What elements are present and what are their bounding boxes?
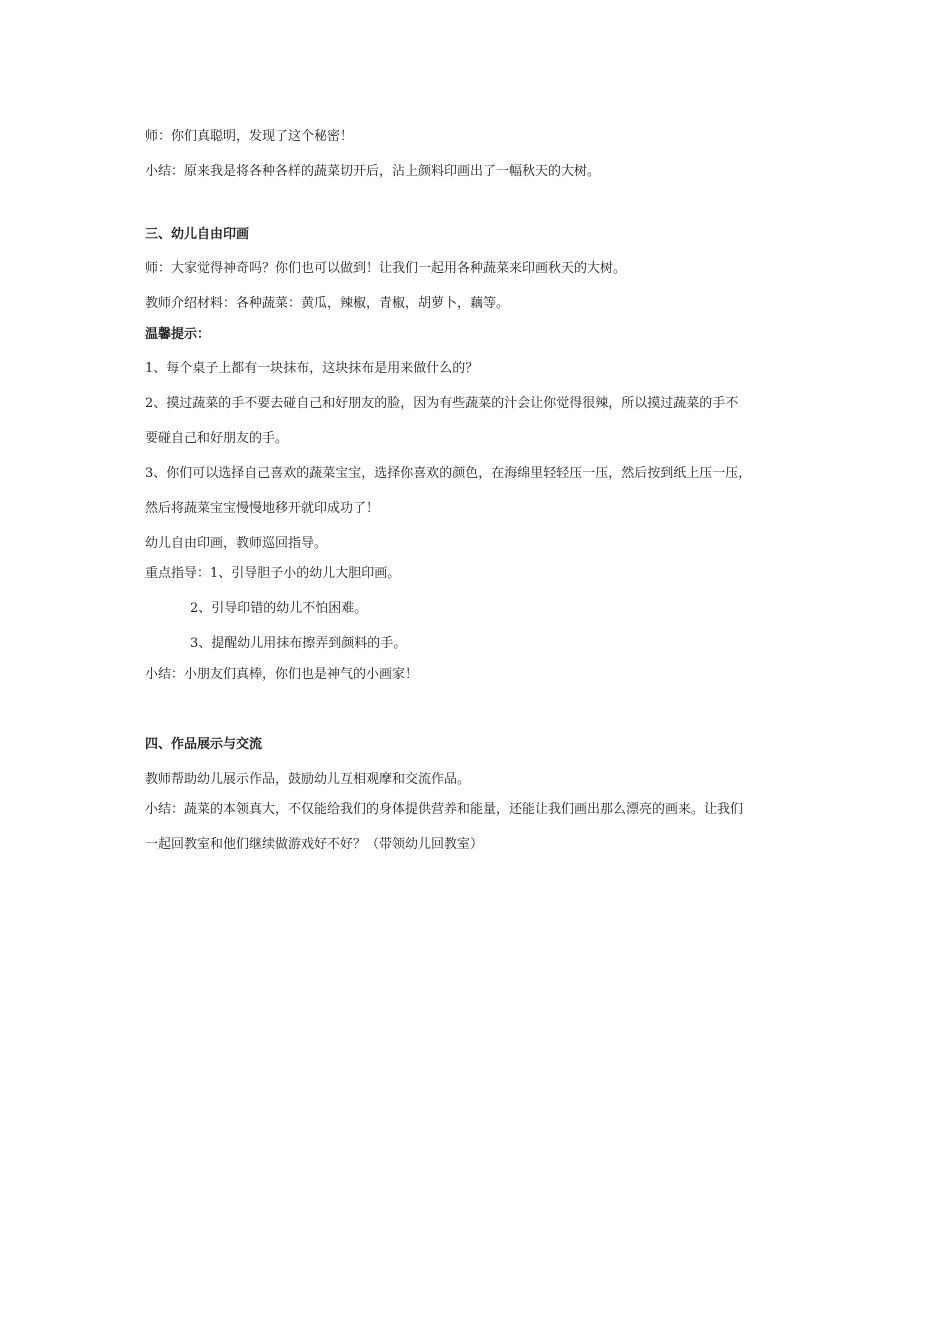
paragraph-summary-3-line-1: 小结：蔬菜的本领真大，不仅能给我们的身体提供营养和能量，还能让我们画出那么漂亮的画来。让我们 xyxy=(145,802,744,817)
paragraph-summary-3-line-2: 一起回教室和他们继续做游戏好不好？（带领幼儿回教室） xyxy=(145,837,484,852)
tip-2-line-1: 2、摸过蔬菜的手不要去碰自己和好朋友的脸，因为有些蔬菜的汁会让你觉得很辣，所以摸过蔬菜的手不 xyxy=(145,396,739,411)
tip-3-line-1: 3、你们可以选择自己喜欢的蔬菜宝宝，选择你喜欢的颜色，在海绵里轻轻压一压，然后按到纸上压一压， xyxy=(145,466,752,481)
paragraph-summary-2: 小结：小朋友们真棒，你们也是神气的小画家！ xyxy=(145,667,419,682)
guide-2: 2、引导印错的幼儿不怕困难。 xyxy=(190,601,368,616)
guide-3: 3、提醒幼儿用抹布擦弄到颜料的手。 xyxy=(190,636,407,651)
tips-title: 温馨提示： xyxy=(145,327,211,342)
guide-1: 重点指导：1、引导胆子小的幼儿大胆印画。 xyxy=(145,566,401,581)
section-title-3: 三、幼儿自由印画 xyxy=(145,227,250,242)
tip-2-line-2: 要碰自己和好朋友的手。 xyxy=(145,431,289,446)
tip-1: 1、每个桌子上都有一块抹布，这块抹布是用来做什么的？ xyxy=(145,361,479,376)
paragraph-teacher-praise: 师：你们真聪明，发现了这个秘密！ xyxy=(145,129,354,144)
paragraph-display: 教师帮助幼儿展示作品，鼓励幼儿互相观摩和交流作品。 xyxy=(145,772,471,787)
paragraph-free-printing: 幼儿自由印画，教师巡回指导。 xyxy=(145,536,328,551)
paragraph-materials: 教师介绍材料：各种蔬菜：黄瓜，辣椒，青椒，胡萝卜，藕等。 xyxy=(145,296,510,311)
section-title-4: 四、作品展示与交流 xyxy=(145,737,263,752)
tip-3-line-2: 然后将蔬菜宝宝慢慢地移开就印成功了！ xyxy=(145,501,380,516)
paragraph-summary-1: 小结：原来我是将各种各样的蔬菜切开后，沾上颜料印画出了一幅秋天的大树。 xyxy=(145,164,601,179)
paragraph-teacher-question: 师：大家觉得神奇吗？你们也可以做到！让我们一起用各种蔬菜来印画秋天的大树。 xyxy=(145,261,627,276)
